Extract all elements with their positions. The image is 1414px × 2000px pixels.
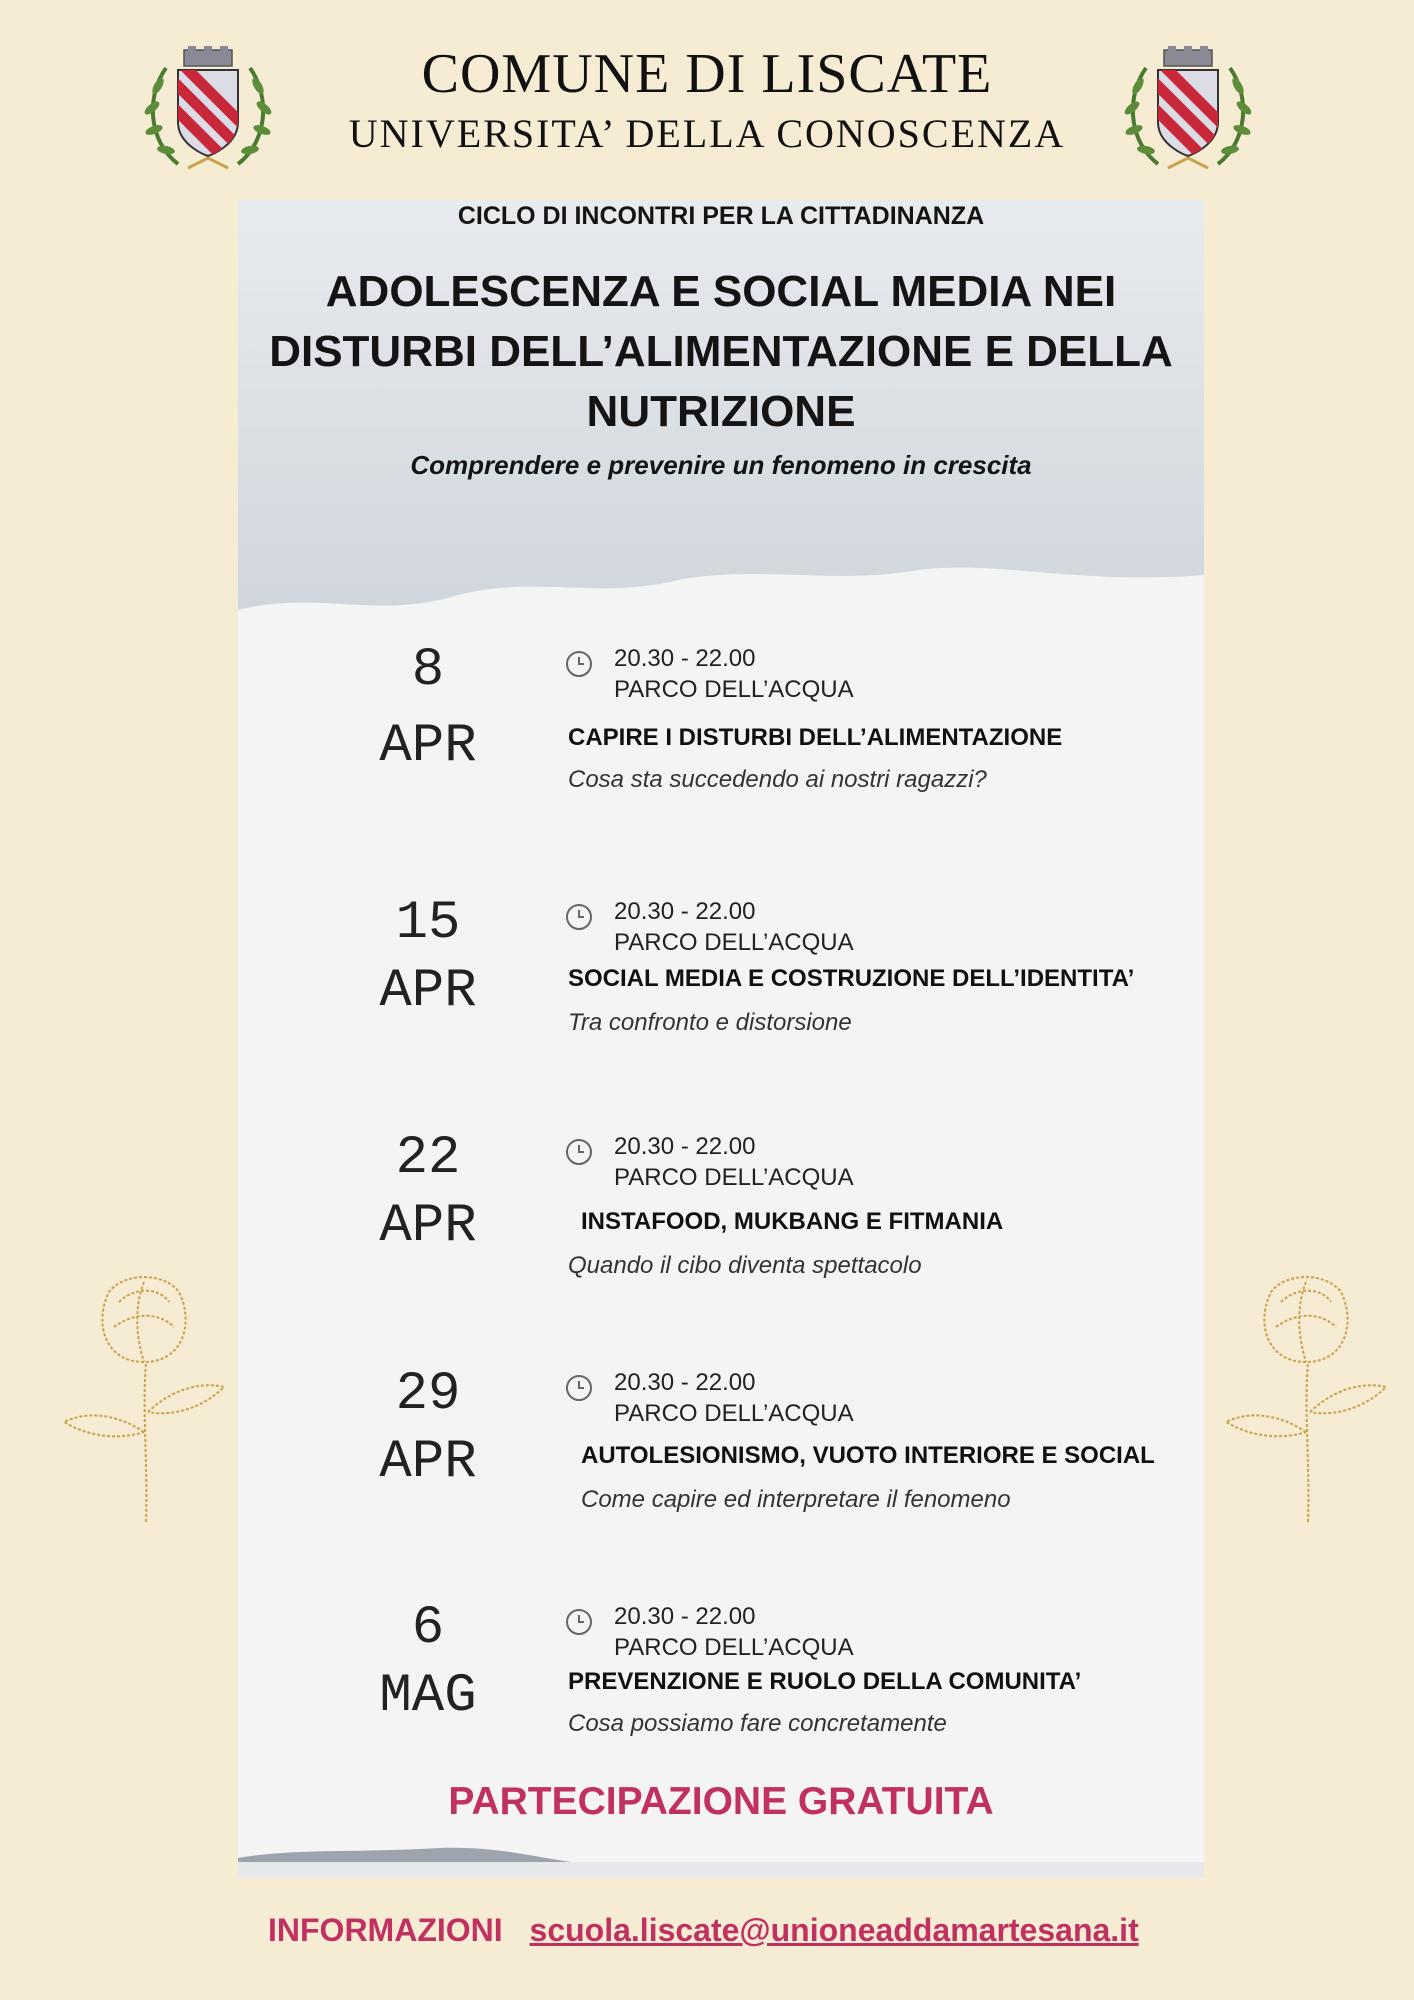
municipality-title: COMUNE DI LISCATE bbox=[421, 43, 993, 105]
event-title: PREVENZIONE E RUOLO DELLA COMUNITA’ bbox=[568, 1668, 1082, 1695]
flower-icon bbox=[64, 1262, 224, 1522]
event-item bbox=[238, 1598, 1204, 1798]
event-place: PARCO DELL’ACQUA bbox=[614, 1400, 854, 1427]
event-day: 29 bbox=[395, 1364, 461, 1425]
event-description: Quando il cibo diventa spettacolo bbox=[568, 1252, 922, 1279]
university-title: UNIVERSITA’ DELLA CONOSCENZA bbox=[348, 111, 1066, 156]
event-place: PARCO DELL’ACQUA bbox=[614, 676, 854, 703]
event-item bbox=[238, 640, 1204, 840]
event-item bbox=[238, 1128, 1204, 1328]
info-line bbox=[268, 1912, 1139, 1949]
poster-title-line: NUTRIZIONE bbox=[586, 387, 856, 436]
event-day: 6 bbox=[411, 1598, 445, 1659]
event-time: 20.30 - 22.00 bbox=[614, 645, 756, 672]
event-month: APR bbox=[379, 716, 477, 777]
poster-subtitle: Comprendere e prevenire un fenomeno in crescita bbox=[410, 450, 1032, 480]
info-label: INFORMAZIONI bbox=[268, 1912, 503, 1948]
event-month: APR bbox=[379, 1196, 477, 1257]
mountain-silhouette-bottom bbox=[238, 1818, 1204, 1878]
clock-icon bbox=[565, 1608, 593, 1636]
event-item bbox=[238, 1364, 1204, 1564]
event-place: PARCO DELL’ACQUA bbox=[614, 929, 854, 956]
crest-icon bbox=[1118, 46, 1258, 176]
event-time: 20.30 - 22.00 bbox=[614, 898, 756, 925]
event-place: PARCO DELL’ACQUA bbox=[614, 1634, 854, 1661]
crest-icon bbox=[138, 46, 278, 176]
event-time: 20.30 - 22.00 bbox=[614, 1603, 756, 1630]
event-title: CAPIRE I DISTURBI DELL’ALIMENTAZIONE bbox=[568, 724, 1063, 751]
clock-icon bbox=[565, 650, 593, 678]
event-day: 8 bbox=[411, 640, 445, 701]
clock-icon bbox=[565, 1138, 593, 1166]
event-day: 22 bbox=[395, 1128, 461, 1189]
event-description: Come capire ed interpretare il fenomeno bbox=[581, 1486, 1011, 1513]
clock-icon bbox=[565, 903, 593, 931]
event-title: AUTOLESIONISMO, VUOTO INTERIORE E SOCIAL bbox=[581, 1442, 1155, 1469]
poster-title-line: ADOLESCENZA E SOCIAL MEDIA NEI bbox=[325, 267, 1117, 316]
event-description: Cosa possiamo fare concretamente bbox=[568, 1710, 947, 1737]
event-time: 20.30 - 22.00 bbox=[614, 1369, 756, 1396]
event-place: PARCO DELL’ACQUA bbox=[614, 1164, 854, 1191]
free-entry-banner: PARTECIPAZIONE GRATUITA bbox=[448, 1780, 994, 1823]
event-month: APR bbox=[379, 1432, 477, 1493]
clock-icon bbox=[565, 1374, 593, 1402]
event-description: Cosa sta succedendo ai nostri ragazzi? bbox=[568, 766, 987, 793]
event-month: MAG bbox=[379, 1666, 477, 1727]
mountain-silhouette bbox=[238, 540, 1204, 640]
poster-title bbox=[238, 262, 1204, 442]
event-title: SOCIAL MEDIA E COSTRUZIONE DELL’IDENTITA’ bbox=[568, 965, 1135, 992]
flower-icon bbox=[1226, 1262, 1386, 1522]
event-item bbox=[238, 893, 1204, 1093]
event-month: APR bbox=[379, 961, 477, 1022]
series-label: CICLO DI INCONTRI PER LA CITTADINANZA bbox=[457, 202, 985, 230]
event-description: Tra confronto e distorsione bbox=[568, 1009, 852, 1036]
event-day: 15 bbox=[395, 893, 461, 954]
info-email-link[interactable]: scuola.liscate@unioneaddamartesana.it bbox=[529, 1912, 1139, 1948]
event-title: INSTAFOOD, MUKBANG E FITMANIA bbox=[581, 1208, 1004, 1235]
event-poster bbox=[238, 200, 1204, 1878]
event-time: 20.30 - 22.00 bbox=[614, 1133, 756, 1160]
poster-title-line: DISTURBI DELL’ALIMENTAZIONE E DELLA bbox=[269, 327, 1173, 376]
